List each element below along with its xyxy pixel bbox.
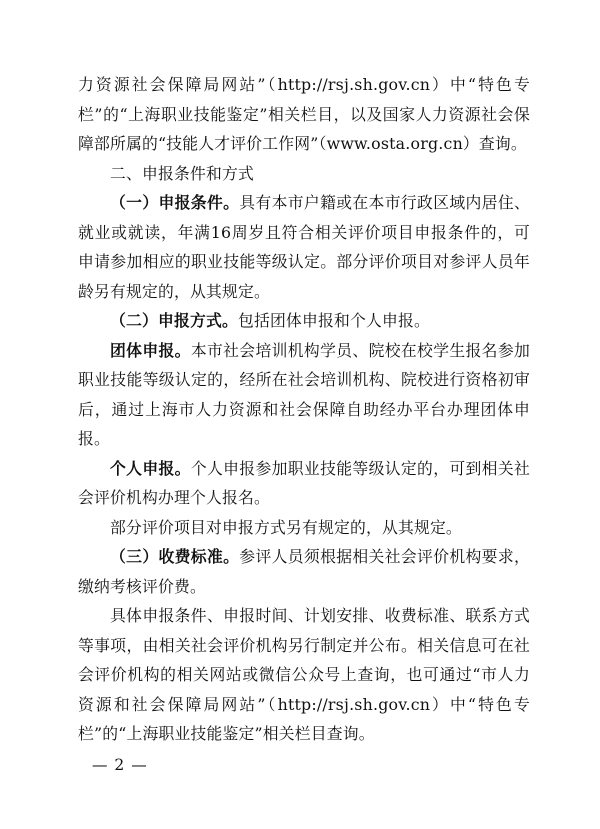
- paragraph-details: [78, 601, 530, 749]
- paragraph-conditions: [78, 188, 530, 306]
- paragraph-lead: 个人申报。: [110, 458, 191, 478]
- paragraph-methods: [78, 306, 530, 336]
- paragraph-lead: （一）申报条件。: [110, 193, 240, 212]
- paragraph-lead: （三）收费标准。: [110, 547, 240, 566]
- paragraph-lead: 团体申报。: [110, 340, 191, 360]
- paragraph-text: 具体申报条件、申报时间、计划安排、收费标准、联系方式等事项，由相关社会评价机构另行制定并公布。相关信息可在社会评价机构的相关网站或微信公众号上查询，也可通过“市人力资源和社会保障局网站”（http://rsj.sh.gov.cn）中“特色专栏”的“上海职业技能鉴定”相关栏目查询。: [78, 606, 530, 743]
- paragraph-text: 参评人员须根据相关社会评价机构要求，缴纳考核评价费。: [78, 547, 530, 596]
- paragraph-fees: [78, 542, 530, 601]
- paragraph-individual: [78, 454, 530, 513]
- paragraph-lead: （二）申报方式。: [110, 311, 238, 330]
- paragraph-text: 本市社会培训机构学员、院校在校学生报名参加职业技能等级认定的，经所在社会培训机构、院校进行资格初审后，通过上海市人力资源和社会保障自助经办平台办理团体申报。: [78, 340, 530, 448]
- paragraph-continuation: [78, 70, 530, 159]
- document-body: [78, 70, 530, 749]
- page-number: — 2 —: [92, 756, 148, 774]
- paragraph-text: 个人申报参加职业技能等级认定的，可到相关社会评价机构办理个人报名。: [78, 458, 530, 507]
- paragraph-text: 力资源社会保障局网站”（http://rsj.sh.gov.cn）中“特色专栏”的“上海职业技能鉴定”相关栏目，以及国家人力资源社会保障部所属的“技能人才评价工作网”（www.osta.org.cn）查询。: [78, 75, 530, 153]
- paragraph-text: 包括团体申报和个人申报。: [237, 311, 430, 330]
- paragraph-group: [78, 336, 530, 454]
- section-heading: [78, 159, 530, 189]
- paragraph-other-rules: [78, 513, 530, 543]
- paragraph-text: 具有本市户籍或在本市行政区域内居住、就业或就读，年满16周岁且符合相关评价项目申报条件的，可申请参加相应的职业技能等级认定。部分评价项目对参评人员年龄另有规定的，从其规定。: [78, 193, 530, 301]
- section-heading-text: 二、申报条件和方式: [110, 163, 254, 183]
- paragraph-text: 部分评价项目对申报方式另有规定的，从其规定。: [110, 517, 462, 537]
